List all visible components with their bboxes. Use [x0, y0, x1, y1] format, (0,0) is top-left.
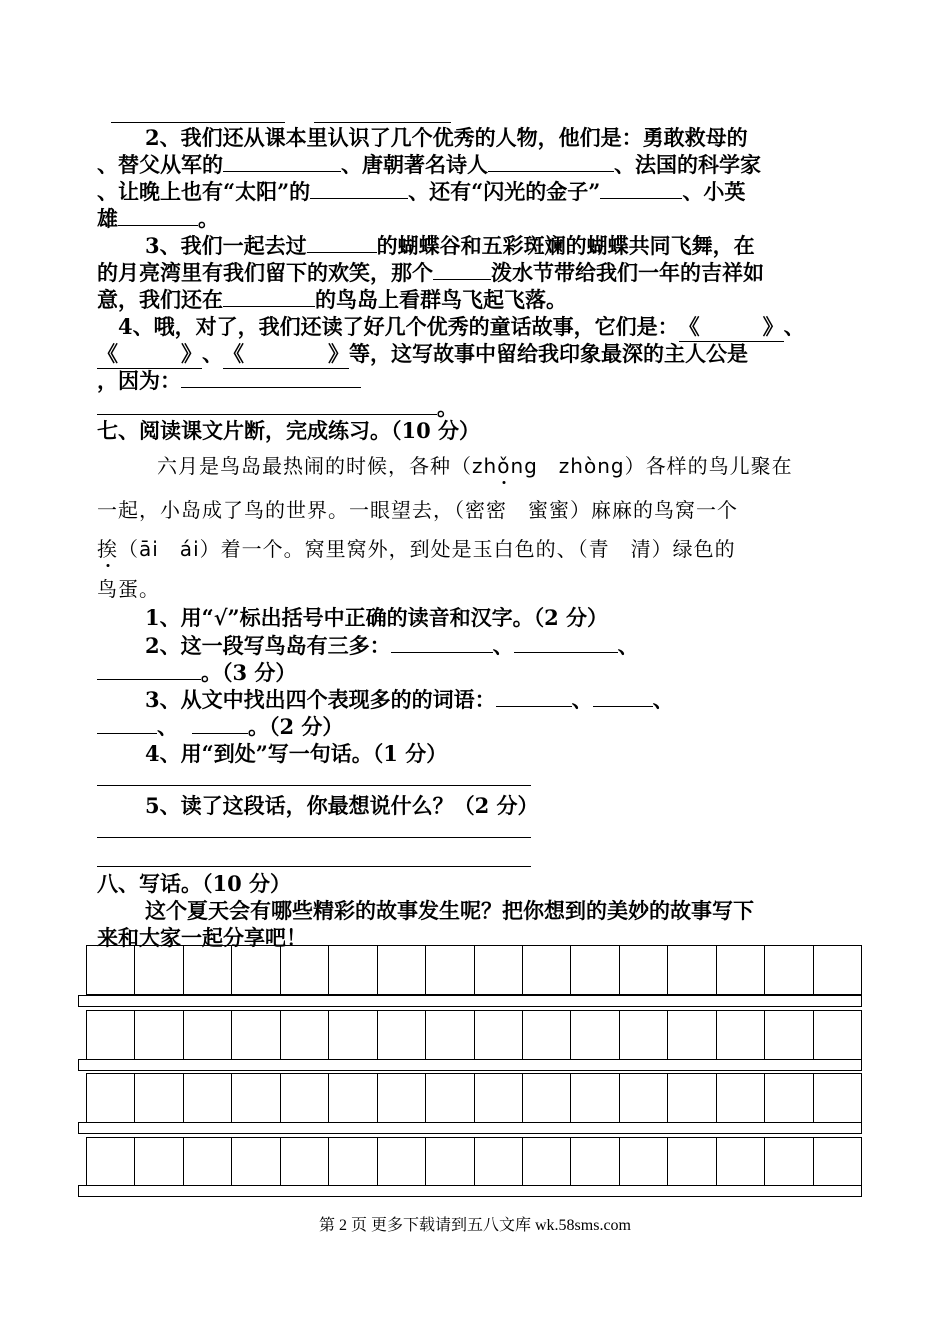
grid-row [86, 945, 862, 995]
grid-cell[interactable] [281, 1011, 329, 1059]
section7-q3 [145, 686, 674, 714]
q-text: 、 [571, 687, 593, 712]
q6-item3-line2 [97, 259, 764, 287]
grid-cell[interactable] [523, 946, 571, 994]
grid-cell[interactable] [329, 1074, 377, 1122]
grid-cell[interactable] [426, 1138, 474, 1186]
prompt-text: 这个夏天会有哪些精彩的故事发生呢？把你想到的美妙的故事写下 [145, 898, 754, 923]
q-text: 1、用“√”标出括号中正确的读音和汉字。（2 分） [145, 605, 608, 630]
grid-cell[interactable] [329, 946, 377, 994]
section7-q5 [145, 792, 539, 820]
q6-text: 泼水节带给我们一年的吉祥如 [491, 260, 764, 285]
section7-q4 [145, 740, 447, 768]
grid-cell[interactable] [475, 1074, 523, 1122]
answer-blank[interactable] [307, 232, 377, 253]
grid-cell[interactable] [87, 1138, 135, 1186]
grid-cell[interactable] [184, 1138, 232, 1186]
grid-row-separator [78, 1122, 862, 1134]
grid-cell[interactable] [765, 1011, 813, 1059]
answer-blank[interactable] [192, 713, 248, 734]
answer-blank[interactable] [97, 659, 201, 680]
grid-row [86, 1073, 862, 1123]
grid-cell[interactable] [620, 946, 668, 994]
q6-text: 、让晚上也有“太阳”的 [97, 179, 311, 204]
grid-cell[interactable] [765, 1074, 813, 1122]
section7-title: 七、阅读课文片断，完成练习。（10 分） [97, 418, 481, 443]
q6-item2-text: 2、我们还从课本里认识了几个优秀的人物，他们是：勇敢救母的 [145, 125, 748, 150]
book-title-blank[interactable]: 《 》 [97, 340, 202, 369]
q-text: 。（3 分） [201, 660, 297, 685]
q6-text: 、还有“闪光的金子” [408, 179, 601, 204]
grid-cell[interactable] [620, 1011, 668, 1059]
grid-cell[interactable] [426, 1074, 474, 1122]
answer-line[interactable] [111, 122, 285, 123]
grid-cell[interactable] [135, 1011, 183, 1059]
q-text: 、 [652, 687, 674, 712]
q6-text: 意，我们还在 [97, 287, 223, 312]
answer-blank[interactable] [97, 394, 437, 415]
grid-row-separator [78, 1185, 862, 1197]
reading-dotted-char: ǒ [497, 454, 511, 478]
q-text: 、 [617, 633, 639, 658]
grid-cell[interactable] [281, 946, 329, 994]
grid-cell[interactable] [571, 1138, 619, 1186]
q-text: 2、这一段写鸟岛有三多： [145, 633, 391, 658]
grid-cell[interactable] [523, 1011, 571, 1059]
q6-text: 、 [783, 314, 805, 339]
grid-cell[interactable] [426, 1011, 474, 1059]
q6-item4-line2 [97, 340, 748, 369]
reading-text: 一起，小岛成了鸟的世界。一眼望去，（密密 蜜蜜）麻麻的鸟窝一个 [97, 498, 738, 522]
q6-text: 、小英 [682, 179, 746, 204]
answer-line[interactable] [97, 866, 531, 867]
grid-cell[interactable] [571, 1011, 619, 1059]
q6-text: 等，这写故事中留给我印象最深的主人公是 [349, 341, 748, 366]
q6-text: 、法国的科学家 [614, 152, 761, 177]
reading-line3 [97, 535, 736, 563]
grid-cell[interactable] [717, 946, 765, 994]
grid-cell[interactable] [184, 1074, 232, 1122]
q6-text: 、 [202, 341, 223, 366]
grid-cell[interactable] [668, 1138, 716, 1186]
grid-cell[interactable] [87, 946, 135, 994]
q-text: 3、从文中找出四个表现多的的词语： [145, 687, 496, 712]
q-text: 、 [492, 633, 514, 658]
q6-text: ，因为： [97, 368, 181, 393]
q6-item4-line1 [118, 313, 805, 342]
q-text: 、 [157, 714, 178, 739]
grid-cell[interactable] [378, 1074, 426, 1122]
grid-cell[interactable] [184, 1011, 232, 1059]
reading-text: 鸟蛋。 [97, 577, 160, 601]
section7-q1 [145, 604, 608, 632]
reading-line1 [157, 452, 793, 480]
q-text: 5、读了这段话，你最想说什么？（2 分） [145, 793, 539, 818]
grid-cell[interactable] [232, 1074, 280, 1122]
grid-cell[interactable] [765, 946, 813, 994]
grid-cell[interactable] [571, 1074, 619, 1122]
grid-cell[interactable] [523, 1138, 571, 1186]
section8-prompt-line1 [145, 897, 754, 925]
reading-line2 [97, 496, 738, 524]
q6-item2-line1 [145, 124, 748, 152]
grid-cell[interactable] [329, 1138, 377, 1186]
grid-cell[interactable] [765, 1138, 813, 1186]
grid-cell[interactable] [426, 946, 474, 994]
q6-text: 、替父从军的 [97, 152, 223, 177]
grid-cell[interactable] [814, 1138, 861, 1186]
grid-cell[interactable] [814, 946, 861, 994]
q6-item2-line2 [97, 151, 761, 179]
prompt-text: 来和大家一起分享吧！ [97, 925, 307, 950]
q6-text: 的鸟岛上看群鸟飞起飞落。 [315, 287, 567, 312]
grid-cell[interactable] [184, 946, 232, 994]
section7-q3-cont [97, 713, 343, 741]
answer-blank[interactable] [223, 151, 341, 172]
grid-cell[interactable] [232, 1138, 280, 1186]
reading-text: （āi ái）着一个。窝里窝外，到处是玉白色的、（青 清）绿色的 [118, 537, 736, 561]
grid-cell[interactable] [620, 1138, 668, 1186]
answer-blank[interactable] [593, 686, 653, 707]
grid-cell[interactable] [620, 1074, 668, 1122]
grid-cell[interactable] [668, 1074, 716, 1122]
section7-q2 [145, 632, 639, 660]
grid-cell[interactable] [571, 946, 619, 994]
answer-blank[interactable] [496, 686, 572, 707]
grid-cell[interactable] [378, 1138, 426, 1186]
grid-cell[interactable] [717, 1074, 765, 1122]
grid-row [86, 1137, 862, 1187]
grid-cell[interactable] [475, 946, 523, 994]
answer-blank[interactable] [488, 151, 614, 172]
q6-text: 3、我们一起去过 [145, 233, 307, 258]
grid-cell[interactable] [87, 1011, 135, 1059]
q6-item2-line3 [97, 178, 745, 206]
answer-blank[interactable] [181, 367, 361, 388]
answer-blank[interactable] [118, 205, 198, 226]
reading-text: 六月是鸟岛最热闹的时候，各种（zh [157, 454, 498, 478]
book-title-blank[interactable]: 《 》 [679, 313, 784, 342]
q6-text: 的月亮湾里有我们留下的欢笑，那个 [97, 260, 433, 285]
answer-line[interactable] [314, 122, 451, 123]
grid-cell[interactable] [814, 1074, 861, 1122]
q6-text: 4、哦，对了，我们还读了好几个优秀的童话故事，它们是： [118, 314, 679, 339]
grid-cell[interactable] [668, 1011, 716, 1059]
q6-item2-line4 [97, 205, 219, 233]
grid-cell[interactable] [378, 1011, 426, 1059]
answer-blank[interactable] [600, 178, 682, 199]
q6-item3-line3 [97, 286, 567, 314]
grid-cell[interactable] [717, 1138, 765, 1186]
grid-cell[interactable] [329, 1011, 377, 1059]
answer-blank[interactable] [514, 632, 618, 653]
grid-cell[interactable] [378, 946, 426, 994]
grid-cell[interactable] [475, 1138, 523, 1186]
reading-dotted-char: 挨 [97, 537, 118, 561]
reading-text: ng zhòng）各样的鸟儿聚在 [510, 454, 793, 478]
q6-text: 、唐朝著名诗人 [341, 152, 488, 177]
grid-cell[interactable] [135, 1074, 183, 1122]
q6-item4-line3 [97, 367, 361, 395]
q6-text: 雄 [97, 206, 118, 231]
book-title-blank[interactable]: 《 》 [223, 340, 349, 369]
answer-blank[interactable] [97, 713, 157, 734]
section7-q2-cont [97, 659, 296, 687]
answer-blank[interactable] [310, 178, 408, 199]
q6-text: 。 [198, 206, 219, 231]
grid-cell[interactable] [135, 946, 183, 994]
q-text: 4、用“到处”写一句话。（1 分） [145, 741, 448, 766]
answer-blank[interactable] [433, 259, 491, 280]
section8-title: 八、写话。（10 分） [97, 871, 292, 896]
q6-text: 。 [437, 395, 458, 420]
grid-cell[interactable] [281, 1138, 329, 1186]
grid-row-separator [78, 995, 862, 1007]
grid-cell[interactable] [668, 946, 716, 994]
page-footer: 第 2 页 更多下载请到五八文库 wk.58sms.com [318, 1217, 631, 1234]
answer-line[interactable] [97, 837, 531, 838]
q-text: 。（2 分） [248, 714, 344, 739]
grid-cell[interactable] [87, 1074, 135, 1122]
grid-cell[interactable] [135, 1138, 183, 1186]
answer-blank[interactable] [223, 286, 315, 307]
answer-blank[interactable] [391, 632, 493, 653]
q6-item3-line1 [145, 232, 755, 260]
q6-text: 的蝴蝶谷和五彩斑斓的蝴蝶共同飞舞，在 [376, 233, 755, 258]
grid-cell[interactable] [232, 1011, 280, 1059]
grid-cell[interactable] [475, 1011, 523, 1059]
grid-cell[interactable] [232, 946, 280, 994]
reading-line4 [97, 575, 160, 603]
grid-row [86, 1010, 862, 1060]
grid-cell[interactable] [523, 1074, 571, 1122]
grid-cell[interactable] [814, 1011, 861, 1059]
grid-row-separator [78, 1059, 862, 1071]
answer-line[interactable] [97, 785, 531, 786]
grid-cell[interactable] [717, 1011, 765, 1059]
grid-cell[interactable] [281, 1074, 329, 1122]
